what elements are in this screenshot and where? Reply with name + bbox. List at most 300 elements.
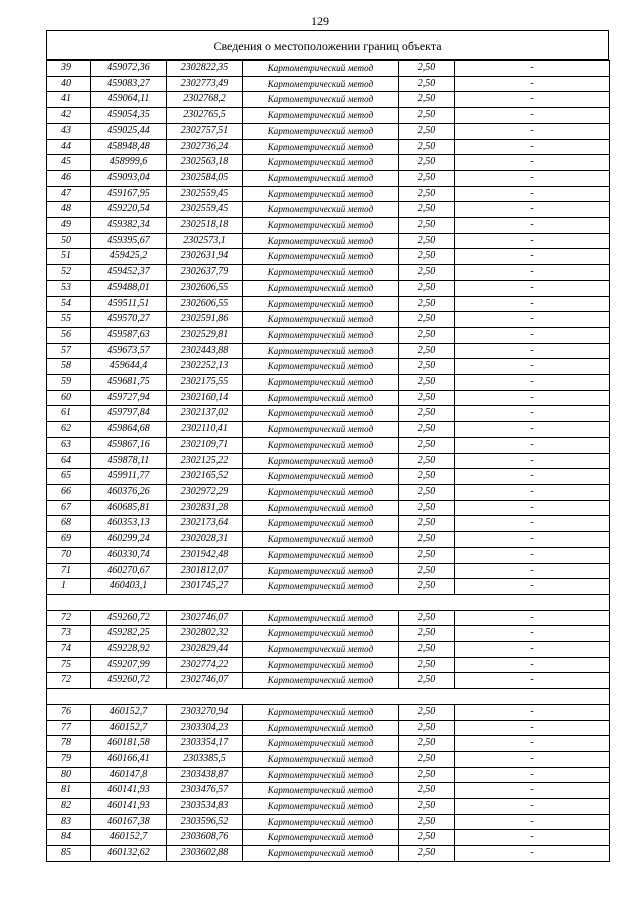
y-coordinate-cell: 2302110,41 [167, 422, 243, 438]
description-cell: - [455, 626, 610, 642]
x-coordinate-cell: 459167,95 [91, 186, 167, 202]
y-coordinate-cell: 2302829,44 [167, 642, 243, 658]
table-row [47, 375, 610, 391]
x-coordinate-cell: 459644,4 [91, 359, 167, 375]
description-cell: - [455, 422, 610, 438]
description-cell: - [455, 720, 610, 736]
y-coordinate-cell: 2303385,5 [167, 751, 243, 767]
coordinates-table-body [47, 61, 610, 862]
y-coordinate-cell: 2302631,94 [167, 249, 243, 265]
point-number-cell: 47 [47, 186, 91, 202]
method-cell: Картометрический метод [243, 312, 399, 328]
description-cell: - [455, 218, 610, 234]
method-cell: Картометрический метод [243, 579, 399, 595]
boundary-sheet [46, 30, 609, 862]
point-number-cell: 71 [47, 563, 91, 579]
point-number-cell: 63 [47, 437, 91, 453]
description-cell: - [455, 657, 610, 673]
x-coordinate-cell: 459488,01 [91, 280, 167, 296]
x-coordinate-cell: 459673,57 [91, 343, 167, 359]
accuracy-cell: 2,50 [399, 108, 455, 124]
method-cell: Картометрический метод [243, 500, 399, 516]
point-number-cell: 73 [47, 626, 91, 642]
method-cell: Картометрический метод [243, 123, 399, 139]
method-cell: Картометрический метод [243, 76, 399, 92]
table-row [47, 296, 610, 312]
point-number-cell: 48 [47, 202, 91, 218]
y-coordinate-cell: 2302252,13 [167, 359, 243, 375]
method-cell: Картометрический метод [243, 108, 399, 124]
method-cell: Картометрический метод [243, 563, 399, 579]
y-coordinate-cell: 2303304,23 [167, 720, 243, 736]
x-coordinate-cell: 459452,37 [91, 265, 167, 281]
accuracy-cell: 2,50 [399, 170, 455, 186]
table-row [47, 233, 610, 249]
table-row [47, 312, 610, 328]
accuracy-cell: 2,50 [399, 123, 455, 139]
table-row [47, 720, 610, 736]
accuracy-cell: 2,50 [399, 830, 455, 846]
description-cell: - [455, 249, 610, 265]
x-coordinate-cell: 460330,74 [91, 547, 167, 563]
method-cell: Картометрический метод [243, 233, 399, 249]
method-cell: Картометрический метод [243, 359, 399, 375]
accuracy-cell: 2,50 [399, 626, 455, 642]
table-row [47, 422, 610, 438]
description-cell: - [455, 61, 610, 77]
method-cell: Картометрический метод [243, 249, 399, 265]
accuracy-cell: 2,50 [399, 783, 455, 799]
y-coordinate-cell: 2302831,28 [167, 500, 243, 516]
point-number-cell: 40 [47, 76, 91, 92]
table-row [47, 830, 610, 846]
accuracy-cell: 2,50 [399, 375, 455, 391]
accuracy-cell: 2,50 [399, 422, 455, 438]
accuracy-cell: 2,50 [399, 799, 455, 815]
accuracy-cell: 2,50 [399, 814, 455, 830]
x-coordinate-cell: 459382,34 [91, 218, 167, 234]
accuracy-cell: 2,50 [399, 218, 455, 234]
x-coordinate-cell: 460181,58 [91, 736, 167, 752]
method-cell: Картометрический метод [243, 343, 399, 359]
method-cell: Картометрический метод [243, 453, 399, 469]
x-coordinate-cell: 460132,62 [91, 846, 167, 862]
description-cell: - [455, 484, 610, 500]
description-cell: - [455, 233, 610, 249]
method-cell: Картометрический метод [243, 406, 399, 422]
y-coordinate-cell: 2302591,86 [167, 312, 243, 328]
method-cell: Картометрический метод [243, 469, 399, 485]
point-number-cell: 69 [47, 532, 91, 548]
method-cell: Картометрический метод [243, 484, 399, 500]
x-coordinate-cell: 460270,67 [91, 563, 167, 579]
y-coordinate-cell: 2302518,18 [167, 218, 243, 234]
y-coordinate-cell: 2302606,55 [167, 280, 243, 296]
description-cell: - [455, 280, 610, 296]
description-cell: - [455, 767, 610, 783]
x-coordinate-cell: 460141,93 [91, 783, 167, 799]
description-cell: - [455, 312, 610, 328]
point-number-cell: 65 [47, 469, 91, 485]
description-cell: - [455, 736, 610, 752]
point-number-cell: 45 [47, 155, 91, 171]
table-row [47, 751, 610, 767]
y-coordinate-cell: 2302559,45 [167, 186, 243, 202]
method-cell: Картометрический метод [243, 736, 399, 752]
table-row [47, 767, 610, 783]
table-row [47, 61, 610, 77]
point-number-cell: 78 [47, 736, 91, 752]
accuracy-cell: 2,50 [399, 233, 455, 249]
accuracy-cell: 2,50 [399, 720, 455, 736]
description-cell: - [455, 799, 610, 815]
y-coordinate-cell: 2302165,52 [167, 469, 243, 485]
method-cell: Картометрический метод [243, 92, 399, 108]
point-number-cell: 81 [47, 783, 91, 799]
accuracy-cell: 2,50 [399, 61, 455, 77]
table-row [47, 673, 610, 689]
description-cell: - [455, 123, 610, 139]
table-row [47, 657, 610, 673]
method-cell: Картометрический метод [243, 155, 399, 171]
description-cell: - [455, 265, 610, 281]
table-row [47, 202, 610, 218]
description-cell: - [455, 673, 610, 689]
accuracy-cell: 2,50 [399, 327, 455, 343]
accuracy-cell: 2,50 [399, 469, 455, 485]
y-coordinate-cell: 2301812,07 [167, 563, 243, 579]
x-coordinate-cell: 459260,72 [91, 610, 167, 626]
x-coordinate-cell: 459511,51 [91, 296, 167, 312]
description-cell: - [455, 155, 610, 171]
table-row [47, 783, 610, 799]
x-coordinate-cell: 459220,54 [91, 202, 167, 218]
y-coordinate-cell: 2302125,22 [167, 453, 243, 469]
point-number-cell: 76 [47, 704, 91, 720]
point-number-cell: 64 [47, 453, 91, 469]
accuracy-cell: 2,50 [399, 280, 455, 296]
separator-cell [47, 594, 610, 610]
method-cell: Картометрический метод [243, 830, 399, 846]
point-number-cell: 75 [47, 657, 91, 673]
y-coordinate-cell: 2302765,5 [167, 108, 243, 124]
accuracy-cell: 2,50 [399, 751, 455, 767]
x-coordinate-cell: 458999,6 [91, 155, 167, 171]
x-coordinate-cell: 460376,26 [91, 484, 167, 500]
accuracy-cell: 2,50 [399, 186, 455, 202]
method-cell: Картометрический метод [243, 532, 399, 548]
accuracy-cell: 2,50 [399, 76, 455, 92]
table-row [47, 736, 610, 752]
point-number-cell: 54 [47, 296, 91, 312]
page-number: 129 [311, 14, 329, 28]
point-number-cell: 67 [47, 500, 91, 516]
y-coordinate-cell: 2302137,02 [167, 406, 243, 422]
y-coordinate-cell: 2302443,88 [167, 343, 243, 359]
section-separator-row [47, 594, 610, 610]
x-coordinate-cell: 459867,16 [91, 437, 167, 453]
accuracy-cell: 2,50 [399, 249, 455, 265]
table-row [47, 626, 610, 642]
description-cell: - [455, 92, 610, 108]
y-coordinate-cell: 2303476,57 [167, 783, 243, 799]
y-coordinate-cell: 2302563,18 [167, 155, 243, 171]
accuracy-cell: 2,50 [399, 579, 455, 595]
x-coordinate-cell: 458948,48 [91, 139, 167, 155]
description-cell: - [455, 390, 610, 406]
point-number-cell: 43 [47, 123, 91, 139]
y-coordinate-cell: 2302746,07 [167, 673, 243, 689]
y-coordinate-cell: 2303354,17 [167, 736, 243, 752]
point-number-cell: 56 [47, 327, 91, 343]
method-cell: Картометрический метод [243, 767, 399, 783]
accuracy-cell: 2,50 [399, 453, 455, 469]
x-coordinate-cell: 460353,13 [91, 516, 167, 532]
table-row [47, 327, 610, 343]
description-cell: - [455, 170, 610, 186]
method-cell: Картометрический метод [243, 327, 399, 343]
point-number-cell: 66 [47, 484, 91, 500]
method-cell: Картометрический метод [243, 799, 399, 815]
y-coordinate-cell: 2302757,51 [167, 123, 243, 139]
y-coordinate-cell: 2302529,81 [167, 327, 243, 343]
x-coordinate-cell: 460299,24 [91, 532, 167, 548]
description-cell: - [455, 453, 610, 469]
accuracy-cell: 2,50 [399, 296, 455, 312]
description-cell: - [455, 846, 610, 862]
x-coordinate-cell: 459681,75 [91, 375, 167, 391]
table-row [47, 516, 610, 532]
x-coordinate-cell: 459864,68 [91, 422, 167, 438]
method-cell: Картометрический метод [243, 437, 399, 453]
table-row [47, 265, 610, 281]
x-coordinate-cell: 459282,25 [91, 626, 167, 642]
accuracy-cell: 2,50 [399, 846, 455, 862]
x-coordinate-cell: 460167,38 [91, 814, 167, 830]
method-cell: Картометрический метод [243, 139, 399, 155]
method-cell: Картометрический метод [243, 202, 399, 218]
accuracy-cell: 2,50 [399, 343, 455, 359]
point-number-cell: 82 [47, 799, 91, 815]
description-cell: - [455, 579, 610, 595]
description-cell: - [455, 704, 610, 720]
accuracy-cell: 2,50 [399, 265, 455, 281]
y-coordinate-cell: 2302028,31 [167, 532, 243, 548]
y-coordinate-cell: 2303608,76 [167, 830, 243, 846]
point-number-cell: 77 [47, 720, 91, 736]
description-cell: - [455, 202, 610, 218]
x-coordinate-cell: 459727,94 [91, 390, 167, 406]
description-cell: - [455, 186, 610, 202]
point-number-cell: 79 [47, 751, 91, 767]
method-cell: Картометрический метод [243, 218, 399, 234]
point-number-cell: 72 [47, 673, 91, 689]
description-cell: - [455, 108, 610, 124]
y-coordinate-cell: 2302173,64 [167, 516, 243, 532]
x-coordinate-cell: 459228,92 [91, 642, 167, 658]
point-number-cell: 61 [47, 406, 91, 422]
description-cell: - [455, 327, 610, 343]
y-coordinate-cell: 2302972,29 [167, 484, 243, 500]
table-row [47, 642, 610, 658]
description-cell: - [455, 76, 610, 92]
accuracy-cell: 2,50 [399, 610, 455, 626]
table-row [47, 437, 610, 453]
y-coordinate-cell: 2302736,24 [167, 139, 243, 155]
method-cell: Картометрический метод [243, 846, 399, 862]
table-row [47, 390, 610, 406]
x-coordinate-cell: 459878,11 [91, 453, 167, 469]
y-coordinate-cell: 2302822,35 [167, 61, 243, 77]
accuracy-cell: 2,50 [399, 406, 455, 422]
x-coordinate-cell: 459054,35 [91, 108, 167, 124]
method-cell: Картометрический метод [243, 814, 399, 830]
point-number-cell: 57 [47, 343, 91, 359]
method-cell: Картометрический метод [243, 657, 399, 673]
table-row [47, 814, 610, 830]
point-number-cell: 41 [47, 92, 91, 108]
table-row [47, 76, 610, 92]
table-row [47, 799, 610, 815]
description-cell: - [455, 296, 610, 312]
accuracy-cell: 2,50 [399, 437, 455, 453]
y-coordinate-cell: 2302774,22 [167, 657, 243, 673]
table-title: Сведения о местоположении границ объекта [46, 30, 609, 60]
point-number-cell: 68 [47, 516, 91, 532]
point-number-cell: 83 [47, 814, 91, 830]
description-cell: - [455, 437, 610, 453]
accuracy-cell: 2,50 [399, 139, 455, 155]
description-cell: - [455, 610, 610, 626]
accuracy-cell: 2,50 [399, 736, 455, 752]
point-number-cell: 44 [47, 139, 91, 155]
point-number-cell: 59 [47, 375, 91, 391]
method-cell: Картометрический метод [243, 265, 399, 281]
accuracy-cell: 2,50 [399, 390, 455, 406]
table-row [47, 846, 610, 862]
table-row [47, 547, 610, 563]
method-cell: Картометрический метод [243, 422, 399, 438]
table-row [47, 218, 610, 234]
table-row [47, 155, 610, 171]
point-number-cell: 70 [47, 547, 91, 563]
description-cell: - [455, 563, 610, 579]
accuracy-cell: 2,50 [399, 657, 455, 673]
point-number-cell: 42 [47, 108, 91, 124]
point-number-cell: 58 [47, 359, 91, 375]
method-cell: Картометрический метод [243, 783, 399, 799]
accuracy-cell: 2,50 [399, 767, 455, 783]
description-cell: - [455, 359, 610, 375]
x-coordinate-cell: 459570,27 [91, 312, 167, 328]
table-row [47, 280, 610, 296]
x-coordinate-cell: 460152,7 [91, 720, 167, 736]
y-coordinate-cell: 2302773,49 [167, 76, 243, 92]
y-coordinate-cell: 2301942,48 [167, 547, 243, 563]
point-number-cell: 72 [47, 610, 91, 626]
description-cell: - [455, 469, 610, 485]
description-cell: - [455, 783, 610, 799]
x-coordinate-cell: 459072,36 [91, 61, 167, 77]
table-row [47, 469, 610, 485]
accuracy-cell: 2,50 [399, 547, 455, 563]
y-coordinate-cell: 2302606,55 [167, 296, 243, 312]
x-coordinate-cell: 459425,2 [91, 249, 167, 265]
table-row [47, 453, 610, 469]
method-cell: Картометрический метод [243, 610, 399, 626]
description-cell: - [455, 500, 610, 516]
description-cell: - [455, 139, 610, 155]
point-number-cell: 52 [47, 265, 91, 281]
description-cell: - [455, 516, 610, 532]
y-coordinate-cell: 2302746,07 [167, 610, 243, 626]
accuracy-cell: 2,50 [399, 704, 455, 720]
y-coordinate-cell: 2303534,83 [167, 799, 243, 815]
y-coordinate-cell: 2302160,14 [167, 390, 243, 406]
x-coordinate-cell: 459260,72 [91, 673, 167, 689]
accuracy-cell: 2,50 [399, 92, 455, 108]
y-coordinate-cell: 2302109,71 [167, 437, 243, 453]
y-coordinate-cell: 2303602,88 [167, 846, 243, 862]
x-coordinate-cell: 459025,44 [91, 123, 167, 139]
table-row [47, 108, 610, 124]
description-cell: - [455, 343, 610, 359]
table-row [47, 343, 610, 359]
method-cell: Картометрический метод [243, 375, 399, 391]
accuracy-cell: 2,50 [399, 312, 455, 328]
separator-cell [47, 689, 610, 705]
x-coordinate-cell: 460152,7 [91, 830, 167, 846]
x-coordinate-cell: 459587,63 [91, 327, 167, 343]
table-row [47, 359, 610, 375]
description-cell: - [455, 642, 610, 658]
y-coordinate-cell: 2302584,05 [167, 170, 243, 186]
accuracy-cell: 2,50 [399, 202, 455, 218]
x-coordinate-cell: 459064,11 [91, 92, 167, 108]
table-row [47, 186, 610, 202]
accuracy-cell: 2,50 [399, 500, 455, 516]
x-coordinate-cell: 460166,41 [91, 751, 167, 767]
y-coordinate-cell: 2302175,55 [167, 375, 243, 391]
method-cell: Картометрический метод [243, 673, 399, 689]
x-coordinate-cell: 460403,1 [91, 579, 167, 595]
table-row [47, 249, 610, 265]
accuracy-cell: 2,50 [399, 155, 455, 171]
description-cell: - [455, 830, 610, 846]
point-number-cell: 60 [47, 390, 91, 406]
y-coordinate-cell: 2302768,2 [167, 92, 243, 108]
method-cell: Картометрический метод [243, 61, 399, 77]
point-number-cell: 85 [47, 846, 91, 862]
accuracy-cell: 2,50 [399, 563, 455, 579]
table-row [47, 123, 610, 139]
accuracy-cell: 2,50 [399, 359, 455, 375]
method-cell: Картометрический метод [243, 751, 399, 767]
method-cell: Картометрический метод [243, 296, 399, 312]
table-row [47, 704, 610, 720]
accuracy-cell: 2,50 [399, 484, 455, 500]
section-separator-row [47, 689, 610, 705]
table-row [47, 563, 610, 579]
description-cell: - [455, 375, 610, 391]
method-cell: Картометрический метод [243, 516, 399, 532]
method-cell: Картометрический метод [243, 626, 399, 642]
x-coordinate-cell: 459395,67 [91, 233, 167, 249]
y-coordinate-cell: 2302802,32 [167, 626, 243, 642]
point-number-cell: 46 [47, 170, 91, 186]
accuracy-cell: 2,50 [399, 673, 455, 689]
table-row [47, 170, 610, 186]
